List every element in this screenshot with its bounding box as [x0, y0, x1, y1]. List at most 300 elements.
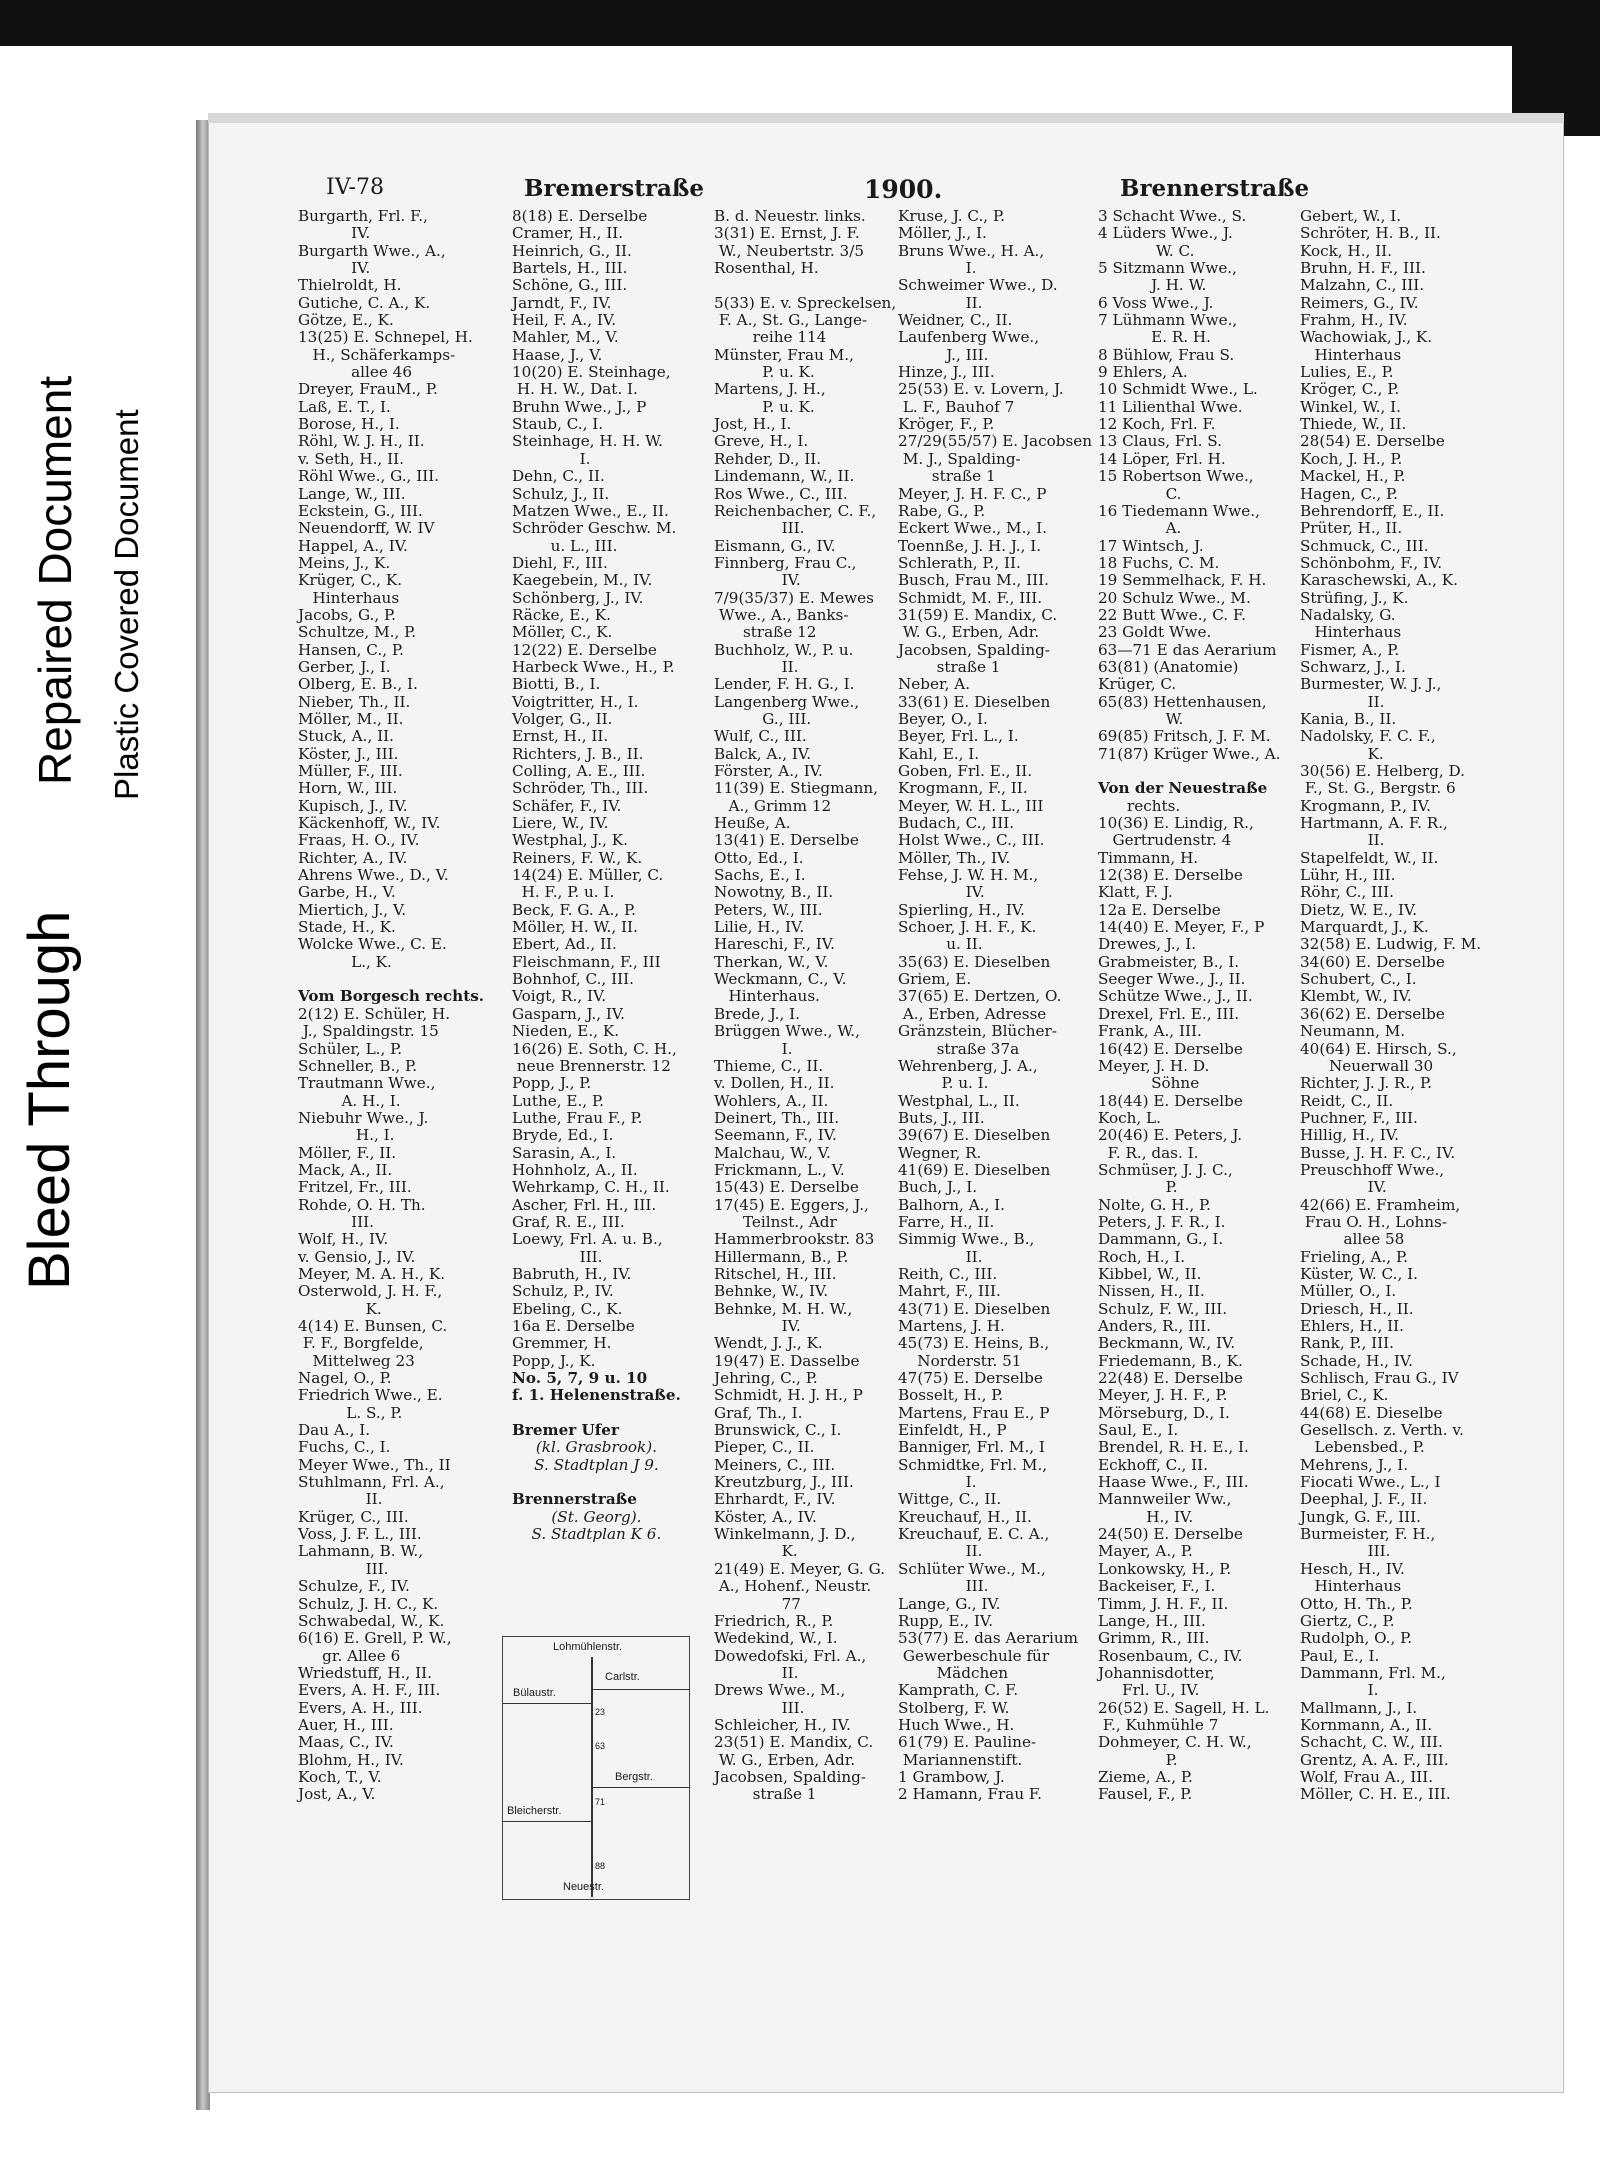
directory-entry: Mörseburg, D., I. — [1098, 1403, 1230, 1422]
map-road-main — [591, 1657, 593, 1897]
directory-entry: Rosenbaum, C., IV. — [1098, 1646, 1243, 1665]
directory-entry: 7/9(35/37) E. Mewes — [714, 588, 874, 607]
directory-entry: Jehring, C., P. — [714, 1369, 818, 1388]
map-label-carlstr: Carlstr. — [605, 1671, 640, 1683]
directory-entry: Saul, E., I. — [1098, 1421, 1179, 1440]
directory-entry: 33(61) E. Dieselben — [898, 692, 1051, 711]
directory-entry: Backeiser, F., I. — [1098, 1577, 1216, 1596]
directory-entry: L. S., P. — [298, 1403, 403, 1422]
directory-entry: W. C. — [1098, 241, 1195, 260]
directory-entry: Schubert, C., I. — [1300, 970, 1417, 989]
directory-entry: Brunswick, C., I. — [714, 1421, 842, 1440]
directory-entry: Peters, J. F. R., I. — [1098, 1212, 1226, 1231]
scan-frame-top — [0, 0, 1600, 46]
directory-entry: 12 Koch, Frl. F. — [1098, 415, 1216, 434]
directory-entry: Frickmann, L., V. — [714, 1160, 845, 1179]
directory-entry: 8 Bühlow, Frau S. — [1098, 345, 1235, 364]
directory-entry: Finnberg, Frau C., — [714, 553, 857, 572]
directory-entry: 16 Tiedemann Wwe., — [1098, 501, 1260, 520]
map-number-4: 88 — [595, 1861, 606, 1871]
directory-entry: Brüggen Wwe., W., — [714, 1022, 860, 1041]
directory-entry: Mannweiler Ww., — [1098, 1490, 1232, 1509]
directory-entry — [714, 277, 896, 294]
directory-entry: 12(22) E. Derselbe — [512, 640, 657, 659]
directory-entry: Beckmann, W., IV. — [1098, 1334, 1236, 1353]
directory-entry: III. — [714, 1698, 805, 1717]
directory-entry: II. — [1300, 692, 1385, 711]
directory-entry: Hartmann, A. F. R., — [1300, 814, 1448, 833]
directory-entry: 18(44) E. Derselbe — [1098, 1091, 1243, 1110]
directory-entry: straße 1 — [898, 657, 1001, 676]
directory-entry: Wwe., A., Banks- — [714, 605, 849, 624]
directory-entry: Grimm, R., III. — [1098, 1629, 1210, 1648]
directory-entry: Hesch, H., IV. — [1300, 1559, 1405, 1578]
directory-column-5 — [1098, 208, 1280, 1804]
directory-entry: Mädchen — [898, 1663, 1009, 1682]
directory-entry: Niebuhr Wwe., J. — [298, 1108, 429, 1127]
directory-entry: Ebert, Ad., II. — [512, 935, 617, 954]
directory-entry: Kaegebein, M., IV. — [512, 571, 653, 590]
directory-entry: Harbeck Wwe., H., P. — [512, 657, 675, 676]
directory-entry: H., Schäferkamps- — [298, 345, 456, 364]
directory-entry: neue Brennerstr. 12 — [512, 1056, 671, 1075]
directory-entry: Schönberg, J., IV. — [512, 588, 644, 607]
directory-entry: Dehn, C., II. — [512, 467, 605, 486]
directory-entry: Weidner, C., II. — [898, 311, 1013, 330]
directory-entry: Ebeling, C., K. — [512, 1299, 623, 1318]
directory-entry: Sarasin, A., I. — [512, 1143, 617, 1162]
directory-entry: Rehder, D., II. — [714, 449, 822, 468]
directory-entry: Schleicher, H., IV. — [714, 1715, 851, 1734]
directory-entry: Müller, F., III. — [298, 762, 403, 780]
map-road-berg — [593, 1787, 689, 1788]
directory-entry: 30(56) E. Helberg, D. — [1300, 762, 1465, 780]
directory-entry: H. F., P. u. I. — [512, 883, 615, 902]
directory-entry: Mahrt, F., III. — [898, 1282, 1001, 1301]
directory-entry: Greve, H., I. — [714, 432, 809, 451]
directory-entry: Möller, H. W., II. — [512, 918, 638, 937]
directory-entry: 11 Lilienthal Wwe. — [1098, 397, 1243, 416]
directory-entry: Nieber, Th., II. — [298, 692, 411, 711]
directory-entry: Schulz, P., IV. — [512, 1282, 614, 1301]
directory-entry: Colling, A. E., III. — [512, 762, 646, 780]
directory-entry: Mariannenstift. — [898, 1750, 1023, 1769]
directory-entry: Wulf, C., III. — [714, 727, 807, 746]
directory-entry: Krogmann, F., II. — [898, 779, 1028, 798]
directory-entry: Rudolph, O., P. — [1300, 1629, 1413, 1648]
directory-entry: III. — [298, 1559, 389, 1578]
map-label-lohmuehlenstr: Lohmühlenstr. — [553, 1641, 623, 1653]
directory-entry: Ahrens Wwe., D., V. — [298, 866, 449, 885]
directory-entry: Frahm, H., IV. — [1300, 311, 1408, 330]
directory-entry: Schneller, B., P. — [298, 1056, 418, 1075]
directory-entry: Behrendorff, E., II. — [1300, 501, 1445, 520]
directory-entry: Möller, J., I. — [898, 224, 987, 243]
map-road-buelau — [503, 1703, 591, 1704]
directory-entry: Gutiche, C. A., K. — [298, 293, 431, 312]
directory-entry: Koch, L. — [1098, 1108, 1161, 1127]
directory-entry: Puchner, F., III. — [1300, 1108, 1418, 1127]
directory-entry: 22(48) E. Derselbe — [1098, 1369, 1243, 1388]
directory-entry: Dohmeyer, C. H. W., — [1098, 1733, 1252, 1752]
directory-entry: Eckhoff, C., II. — [1098, 1455, 1209, 1474]
directory-entry: Kamprath, C. F. — [898, 1681, 1019, 1700]
directory-entry: Martens, J. H., — [714, 380, 826, 399]
directory-entry: M. J., Spalding- — [898, 449, 1021, 468]
directory-entry: Einfeldt, H., P — [898, 1421, 1007, 1440]
directory-entry: Röhr, C., III. — [1300, 883, 1394, 902]
directory-entry: Griem, E. — [898, 970, 972, 989]
directory-entry: Kröger, C., P. — [1300, 380, 1400, 399]
directory-entry: Kania, B., II. — [1300, 709, 1397, 728]
directory-entry: IV. — [714, 571, 801, 590]
directory-entry: Hinterhaus. — [714, 987, 820, 1006]
directory-entry: Vom Borgesch rechts. — [298, 987, 485, 1006]
directory-entry: gr. Allee 6 — [298, 1646, 401, 1665]
directory-entry: Fehse, J. W. H. M., — [898, 866, 1039, 885]
directory-entry: W. G., Erben, Adr. — [714, 1750, 856, 1769]
directory-entry: Bruhn, H. F., III. — [1300, 259, 1426, 278]
directory-entry: Jacobs, G., P. — [298, 605, 397, 624]
directory-entry: Neuendorff, W. IV — [298, 519, 435, 538]
directory-entry: II. — [298, 1490, 383, 1509]
directory-entry: Meiners, C., III. — [714, 1455, 836, 1474]
directory-entry: (St. Georg). — [551, 1507, 642, 1526]
directory-entry: C. — [1098, 484, 1182, 503]
directory-entry: Voigt, R., IV. — [512, 987, 607, 1006]
directory-entry: 13 Claus, Frl. S. — [1098, 432, 1222, 451]
directory-entry: Kruse, J. C., P. — [898, 207, 1005, 225]
directory-entry: Otto, H. Th., P. — [1300, 1594, 1413, 1613]
directory-entry: II. — [898, 293, 983, 312]
directory-entry: III. — [714, 519, 805, 538]
directory-column-1 — [298, 208, 484, 1804]
directory-entry: Dietz, W. E., IV. — [1300, 900, 1418, 919]
directory-entry: Goben, Frl. E., II. — [898, 762, 1033, 780]
directory-entry: Klatt, F. J. — [1098, 883, 1173, 902]
directory-entry: Schlüter Wwe., M., — [898, 1559, 1046, 1578]
directory-entry: Nieden, E., K. — [512, 1022, 620, 1041]
directory-entry: 37(65) E. Dertzen, O. — [898, 987, 1062, 1006]
directory-entry — [512, 1474, 681, 1491]
directory-entry: Neber, A. — [898, 675, 971, 694]
directory-entry: 4(14) E. Bunsen, C. — [298, 1317, 448, 1335]
directory-entry: Thieme, C., II. — [714, 1056, 824, 1075]
directory-entry: Steinhage, H. H. W. — [512, 432, 663, 451]
street-map-inset — [502, 1636, 690, 1900]
directory-entry: Budach, C., III. — [898, 814, 1015, 833]
directory-entry: straße 12 — [714, 623, 817, 642]
directory-entry: Schlerath, P., II. — [898, 553, 1021, 572]
directory-entry: 63—71 E das Aerarium — [1098, 640, 1277, 659]
directory-entry: Wolf, Frau A., III. — [1300, 1767, 1434, 1786]
directory-entry: Fausel, F., P. — [1098, 1785, 1193, 1804]
directory-entry: Stade, H., K. — [298, 918, 396, 937]
directory-entry: Nadalsky, G. — [1300, 605, 1396, 624]
directory-entry: III. — [898, 1577, 989, 1596]
directory-entry: Fismer, A., P. — [1300, 640, 1400, 659]
directory-entry: Spierling, H., IV. — [898, 900, 1025, 919]
directory-entry — [1098, 763, 1280, 780]
directory-entry: Balck, A., IV. — [714, 744, 812, 763]
directory-entry: Schultze, M., P. — [298, 623, 417, 642]
directory-entry: Babruth, H., IV. — [512, 1264, 632, 1283]
directory-entry: Schade, H., IV. — [1300, 1351, 1413, 1370]
directory-entry: Mackel, H., P. — [1300, 467, 1406, 486]
directory-entry: Trautmann Wwe., — [298, 1074, 436, 1093]
directory-entry: 77 — [714, 1594, 801, 1613]
directory-entry: Schulz, J., II. — [512, 484, 610, 503]
directory-entry: Ritschel, H., III. — [714, 1264, 837, 1283]
directory-entry: E. R. H. — [1098, 328, 1212, 347]
directory-entry: Mallmann, J., I. — [1300, 1698, 1418, 1717]
directory-entry: Friedemann, B., K. — [1098, 1351, 1243, 1370]
directory-entry: Borose, H., I. — [298, 415, 400, 434]
directory-entry: 19 Semmelhack, F. H. — [1098, 571, 1267, 590]
directory-entry: allee 46 — [298, 363, 413, 382]
directory-entry: J., Spaldingstr. 15 — [298, 1022, 439, 1041]
directory-entry: F., St. G., Bergstr. 6 — [1300, 779, 1456, 798]
directory-entry: I. — [1300, 1681, 1379, 1700]
directory-entry: Nowotny, B., II. — [714, 883, 834, 902]
directory-entry: A., Erben, Adresse — [898, 1004, 1047, 1023]
directory-entry: Schöne, G., III. — [512, 276, 628, 295]
directory-entry: Bosselt, H., P. — [898, 1386, 1004, 1405]
directory-entry: A., Hohenf., Neustr. — [714, 1577, 872, 1596]
directory-entry: J., III. — [898, 345, 989, 364]
directory-entry: Burgarth Wwe., A., — [298, 241, 446, 260]
directory-entry: Popp, J., K. — [512, 1351, 596, 1370]
directory-entry: Schweimer Wwe., D. — [898, 276, 1058, 295]
directory-entry: Heinrich, G., II. — [512, 241, 632, 260]
directory-entry: P. — [1098, 1178, 1178, 1197]
directory-entry: Paul, E., I. — [1300, 1646, 1380, 1665]
directory-entry: H., I. — [298, 1126, 395, 1145]
directory-entry: Thielroldt, H. — [298, 276, 402, 295]
directory-entry: 19(47) E. Dasselbe — [714, 1351, 860, 1370]
directory-entry: W. G., Erben, Adr. — [898, 623, 1040, 642]
directory-entry: K. — [714, 1542, 798, 1561]
map-road-carl — [593, 1689, 689, 1690]
directory-entry: 20 Schulz Wwe., M. — [1098, 588, 1251, 607]
directory-entry: F., Kuhmühle 7 — [1098, 1715, 1219, 1734]
directory-entry: I. — [714, 1039, 793, 1058]
directory-entry: 35(63) E. Dieselben — [898, 952, 1051, 971]
directory-entry: Lulies, E., P. — [1300, 363, 1394, 382]
directory-entry: 39(67) E. Dieselben — [898, 1126, 1051, 1145]
directory-entry: Matzen Wwe., E., II. — [512, 501, 669, 520]
directory-entry: Förster, A., IV. — [714, 762, 823, 780]
directory-entry: reihe 114 — [714, 328, 827, 347]
directory-entry: 24(50) E. Derselbe — [1098, 1525, 1243, 1544]
directory-entry: Prüter, H., II. — [1300, 519, 1403, 538]
directory-entry: 13(25) E. Schnepel, H. — [298, 328, 473, 347]
directory-entry: straße 1 — [714, 1785, 817, 1804]
directory-entry: 63(81) (Anatomie) — [1098, 657, 1239, 676]
directory-entry: Garbe, H., V. — [298, 883, 396, 902]
directory-entry: Nolte, G. H., P. — [1098, 1195, 1211, 1214]
page-top-edge — [208, 113, 1564, 123]
directory-entry: Lange, H., III. — [1098, 1611, 1206, 1630]
directory-entry: Malchau, W., V. — [714, 1143, 831, 1162]
directory-entry: Meyer, J. H. D. — [1098, 1056, 1210, 1075]
directory-entry: Hinterhaus — [298, 588, 400, 607]
directory-entry: 16a E. Derselbe — [512, 1317, 635, 1335]
directory-entry: Von der Neuestraße — [1098, 779, 1268, 798]
directory-entry: L., K. — [298, 952, 392, 971]
directory-entry: II. — [714, 657, 799, 676]
directory-entry: S. Stadtplan J 9. — [534, 1455, 659, 1474]
directory-entry: Seeger Wwe., J., II. — [1098, 970, 1246, 989]
directory-entry: Eckert Wwe., M., I. — [898, 519, 1047, 538]
map-number-2: 63 — [595, 1741, 606, 1751]
directory-entry: Wolcke Wwe., C. E. — [298, 935, 447, 954]
directory-entry: II. — [714, 1663, 799, 1682]
directory-entry: Schüler, L., P. — [298, 1039, 403, 1058]
directory-entry: Schmüser, J. J. C., — [1098, 1160, 1233, 1179]
directory-entry: Reiners, F. W., K. — [512, 848, 643, 867]
directory-entry: Dowedofski, Frl. A., — [714, 1646, 867, 1665]
directory-entry: Wendt, J. J., K. — [714, 1334, 823, 1353]
directory-entry: 65(83) Hettenhausen, — [1098, 692, 1267, 711]
directory-entry: Fiocati Wwe., L., I — [1300, 1473, 1441, 1492]
directory-entry: Reichenbacher, C. F., — [714, 501, 877, 520]
directory-entry: f. 1. Helenenstraße. — [512, 1386, 681, 1405]
directory-entry: 12a E. Derselbe — [1098, 900, 1221, 919]
directory-entry: Ernst, H., II. — [512, 727, 609, 746]
directory-entry: Neuerwall 30 — [1300, 1056, 1434, 1075]
directory-entry: 27/29(55/57) E. Jacobsen — [898, 432, 1093, 451]
directory-entry: Luthe, E., P. — [512, 1091, 604, 1110]
map-label-buelaustr: Bülaustr. — [513, 1687, 556, 1699]
directory-entry: Behnke, M. H. W., — [714, 1299, 853, 1318]
directory-entry: Götze, E., K. — [298, 311, 394, 330]
directory-entry: J. H. W. — [1098, 276, 1207, 295]
directory-entry: 14(40) E. Meyer, F., P — [1098, 918, 1265, 937]
directory-entry: Köster, A., IV. — [714, 1507, 817, 1526]
directory-entry: Grabmeister, B., I. — [1098, 952, 1240, 971]
directory-entry: Krüger, C., III. — [298, 1507, 409, 1526]
directory-entry: Wolf, H., IV. — [298, 1230, 389, 1249]
directory-entry: Hillermann, B., P. — [714, 1247, 849, 1266]
directory-entry: P. — [1098, 1750, 1178, 1769]
directory-entry: Fuchs, C., I. — [298, 1438, 391, 1457]
directory-entry: Burgarth, Frl. F., — [298, 207, 428, 225]
directory-entry: Seemann, F., IV. — [714, 1126, 837, 1145]
directory-entry: Küster, W. C., I. — [1300, 1264, 1418, 1283]
directory-entry: u. II. — [898, 935, 983, 954]
directory-entry: 28(54) E. Derselbe — [1300, 432, 1445, 451]
directory-entry: III. — [512, 1247, 603, 1266]
directory-entry: Buchholz, W., P. u. — [714, 640, 854, 659]
directory-entry: Koch, T., V. — [298, 1767, 382, 1786]
directory-entry: Ehlers, H., II. — [1300, 1317, 1404, 1335]
directory-entry: Schoer, J. H. F., K. — [898, 918, 1037, 937]
directory-entry: 23 Goldt Wwe. — [1098, 623, 1212, 642]
directory-entry: rechts. — [1098, 796, 1181, 815]
directory-entry: Miertich, J., V. — [298, 900, 407, 919]
directory-entry: Wehrenberg, J. A., — [898, 1056, 1038, 1075]
directory-entry: Richters, J. B., II. — [512, 744, 644, 763]
directory-entry: Laufenberg Wwe., — [898, 328, 1040, 347]
directory-entry: Schwabedal, W., K. — [298, 1611, 445, 1630]
directory-entry: v. Seth, H., II. — [298, 449, 404, 468]
directory-entry: 22 Butt Wwe., C. F. — [1098, 605, 1246, 624]
directory-entry: H., IV. — [1098, 1507, 1194, 1526]
directory-entry — [298, 971, 484, 988]
directory-entry: Meyer, J. H. F., P. — [1098, 1386, 1228, 1405]
directory-entry: Martens, J. H. — [898, 1317, 1005, 1335]
directory-entry: Kupisch, J., IV. — [298, 796, 408, 815]
directory-column-4 — [898, 208, 1092, 1804]
directory-entry: Möller, Th., IV. — [898, 848, 1011, 867]
directory-entry: Diehl, F., III. — [512, 553, 608, 572]
directory-entry: 34(60) E. Derselbe — [1300, 952, 1445, 971]
directory-entry: Kock, H., II. — [1300, 241, 1392, 260]
directory-entry: II. — [898, 1247, 983, 1266]
directory-entry: Mayer, A., P. — [1098, 1542, 1193, 1561]
directory-entry: L. F., Bauhof 7 — [898, 397, 1015, 416]
directory-entry: Timmann, H. — [1098, 848, 1199, 867]
directory-entry: Münster, Frau M., — [714, 345, 854, 364]
directory-entry: Frl. U., IV. — [1098, 1681, 1200, 1700]
directory-entry: 20(46) E. Peters, J. — [1098, 1126, 1243, 1145]
directory-entry: Jacobsen, Spalding- — [898, 640, 1050, 659]
directory-entry: Richter, J. J. R., P. — [1300, 1074, 1432, 1093]
directory-entry: Rank, P., III. — [1300, 1334, 1394, 1353]
directory-entry: Krüger, C. — [1098, 675, 1177, 694]
directory-entry: Hareschi, F., IV. — [714, 935, 835, 954]
directory-entry: Brede, J., I. — [714, 1004, 800, 1023]
directory-entry: Loewy, Frl. A. u. B., — [512, 1230, 663, 1249]
directory-entry: Bohnhof, C., III. — [512, 970, 634, 989]
directory-entry: 7 Lühmann Wwe., — [1098, 311, 1238, 330]
directory-entry: Jacobsen, Spalding- — [714, 1767, 866, 1786]
directory-entry: Schmuck, C., III. — [1300, 536, 1429, 555]
directory-entry: Mack, A., II. — [298, 1160, 393, 1179]
directory-entry: Rosenthal, H. — [714, 259, 819, 278]
directory-entry: Busse, J. H. F. C., IV. — [1300, 1143, 1456, 1162]
directory-entry: 31(59) E. Mandix, C. — [898, 605, 1058, 624]
directory-entry: I. — [898, 259, 977, 278]
directory-entry: IV. — [1300, 1178, 1387, 1197]
directory-entry: 45(73) E. Heins, B., — [898, 1334, 1050, 1353]
directory-entry: 69(85) Fritsch, J. F. M. — [1098, 727, 1271, 746]
directory-entry: Martens, Frau E., P — [898, 1403, 1050, 1422]
directory-entry: W., Neubertstr. 3/5 — [714, 241, 864, 260]
directory-entry: 44(68) E. Dieselbe — [1300, 1403, 1443, 1422]
directory-entry: Stapelfeldt, W., II. — [1300, 848, 1439, 867]
directory-entry: Drexel, Frl. E., III. — [1098, 1004, 1240, 1023]
directory-entry: Mahler, M., V. — [512, 328, 619, 347]
directory-entry: Wohlers, A., II. — [714, 1091, 829, 1110]
directory-entry: Röhl, W. J. H., II. — [298, 432, 425, 451]
directory-entry: Evers, A. H., III. — [298, 1698, 423, 1717]
directory-entry: Jost, H., I. — [714, 415, 792, 434]
directory-entry: Langenberg Wwe., — [714, 692, 860, 711]
map-road-bleicher — [503, 1821, 591, 1822]
directory-entry: Kibbel, W., II. — [1098, 1264, 1202, 1283]
directory-entry: Kreutzburg, J., III. — [714, 1473, 854, 1492]
directory-entry: 8(18) E. Derselbe — [512, 207, 648, 225]
directory-entry: Schwarz, J., I. — [1300, 657, 1406, 676]
directory-entry: Otto, Ed., I. — [714, 848, 804, 867]
directory-entry: Busch, Frau M., III. — [898, 571, 1049, 590]
directory-entry: Gasparn, J., IV. — [512, 1004, 625, 1023]
directory-entry: Meyer, M. A. H., K. — [298, 1264, 446, 1283]
directory-entry — [512, 1405, 681, 1422]
directory-entry: Räcke, E., K. — [512, 605, 611, 624]
